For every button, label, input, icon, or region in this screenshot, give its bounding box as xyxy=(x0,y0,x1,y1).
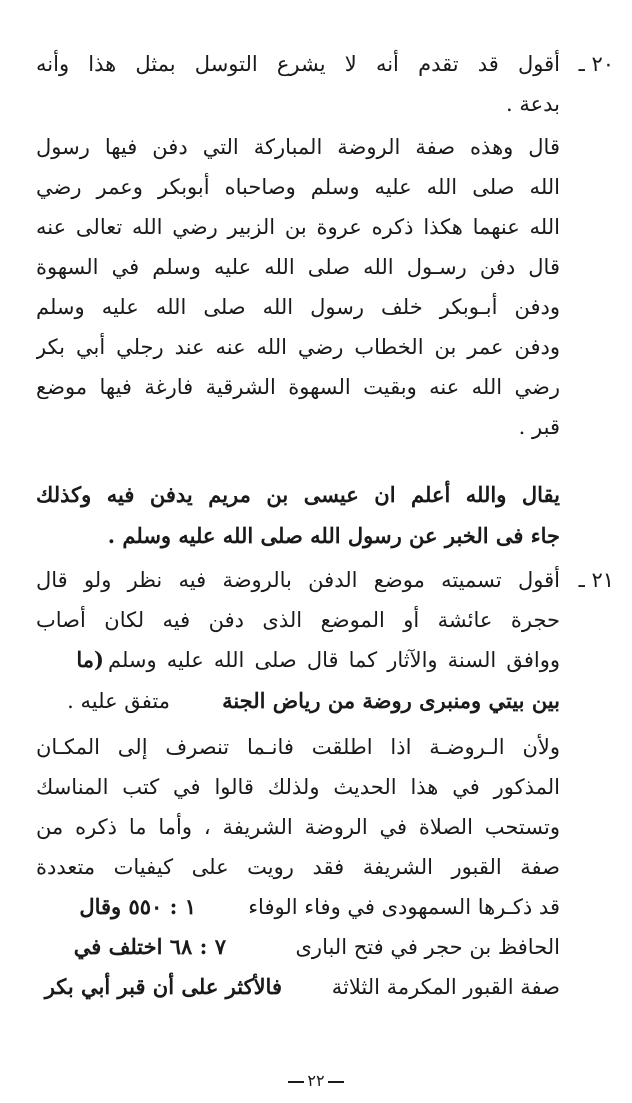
item-number-21: ٢١ ـ xyxy=(578,568,614,592)
text-line: متفق عليه . xyxy=(67,689,170,713)
hadith-quote: بين بيتي ومنبرى روضة من رياض الجنة xyxy=(222,688,560,713)
folio-left-rule xyxy=(328,1081,344,1083)
text-line: أقول تسميته موضع الدفن بالروضة فيه نظر ولو قال xyxy=(36,568,560,592)
bold-text-line: فالأكثر على أن قبر أبي بكر xyxy=(44,974,282,999)
bold-text-line: جاء فى الخبر عن رسول الله صلى الله عليه وسلم . xyxy=(107,523,560,548)
item-number-20: ٢٠ ـ xyxy=(578,52,614,76)
citation-volume-page: ١ : ٥٥٠ وقال xyxy=(79,894,196,919)
text-line: قال دفن رسـول الله صلى الله عليه وسلم في السهوة xyxy=(36,255,560,279)
hadith-open: (ما xyxy=(76,647,104,672)
text-line: وتستحب الصلاة في الروضة الشريفة ، وأما ما ذكره من xyxy=(36,815,560,839)
text-line: الحافظ بن حجر في فتح البارى xyxy=(295,935,560,959)
text-line: المذكور في هذا الحديث ولذلك قالوا في كتب المناسك xyxy=(36,775,560,799)
folio-right-rule xyxy=(288,1081,304,1083)
text-line: رضي الله عنه وبقيت السهوة الشرقية فارغة فيها موضع xyxy=(36,375,560,399)
text-line: ووافق السنة والآثار كما قال صلى الله عليه وسلم xyxy=(108,648,560,672)
text-line: حجرة عائشة أو الموضع الذى دفن فيه لكان أصاب xyxy=(36,608,560,632)
text-line: صفة القبور المكرمة الثلاثة xyxy=(331,975,560,999)
text-line: قد ذكـرها السمهودى في وفاء الوفاء xyxy=(248,895,560,919)
text-line: ولأن الـروضـة اذا اطلقت فانـما تنصرف إلى المكـان xyxy=(36,735,560,759)
text-line: صفة القبور الشريفة فقد رويت على كيفيات متعددة xyxy=(36,855,560,879)
page-number xyxy=(0,1066,632,1096)
text-line: الله صلى الله عليه وسلم وصاحباه أبوبكر وعمر رضي xyxy=(36,175,560,199)
text-line: بدعة . xyxy=(505,92,560,116)
text-line: الله عنهما هكذا ذكره عروة بن الزبير رضي الله تعالى عنه xyxy=(36,215,560,239)
text-line: قال وهذه صفة الروضة المباركة التي دفن فيها رسول xyxy=(36,135,560,159)
text-line: ودفن عمر بن الخطاب رضي الله عنه عند رجلي أبي بكر xyxy=(36,335,560,359)
bold-text-line: يقال والله أعلم ان عيسى بن مريم يدفن فيه وكذلك xyxy=(36,482,560,507)
page-number-label: ٢٢ xyxy=(307,1071,325,1090)
text-line: قبر . xyxy=(518,415,560,439)
text-line: أقول قد تقدم أنه لا يشرع التوسل بمثل هذا وأنه xyxy=(36,52,560,76)
citation-volume-page: ٧ : ٦٨ اختلف في xyxy=(73,934,226,959)
text-line: ودفن أبـوبكر خلف رسول الله صلى الله عليه وسلم xyxy=(36,295,560,319)
